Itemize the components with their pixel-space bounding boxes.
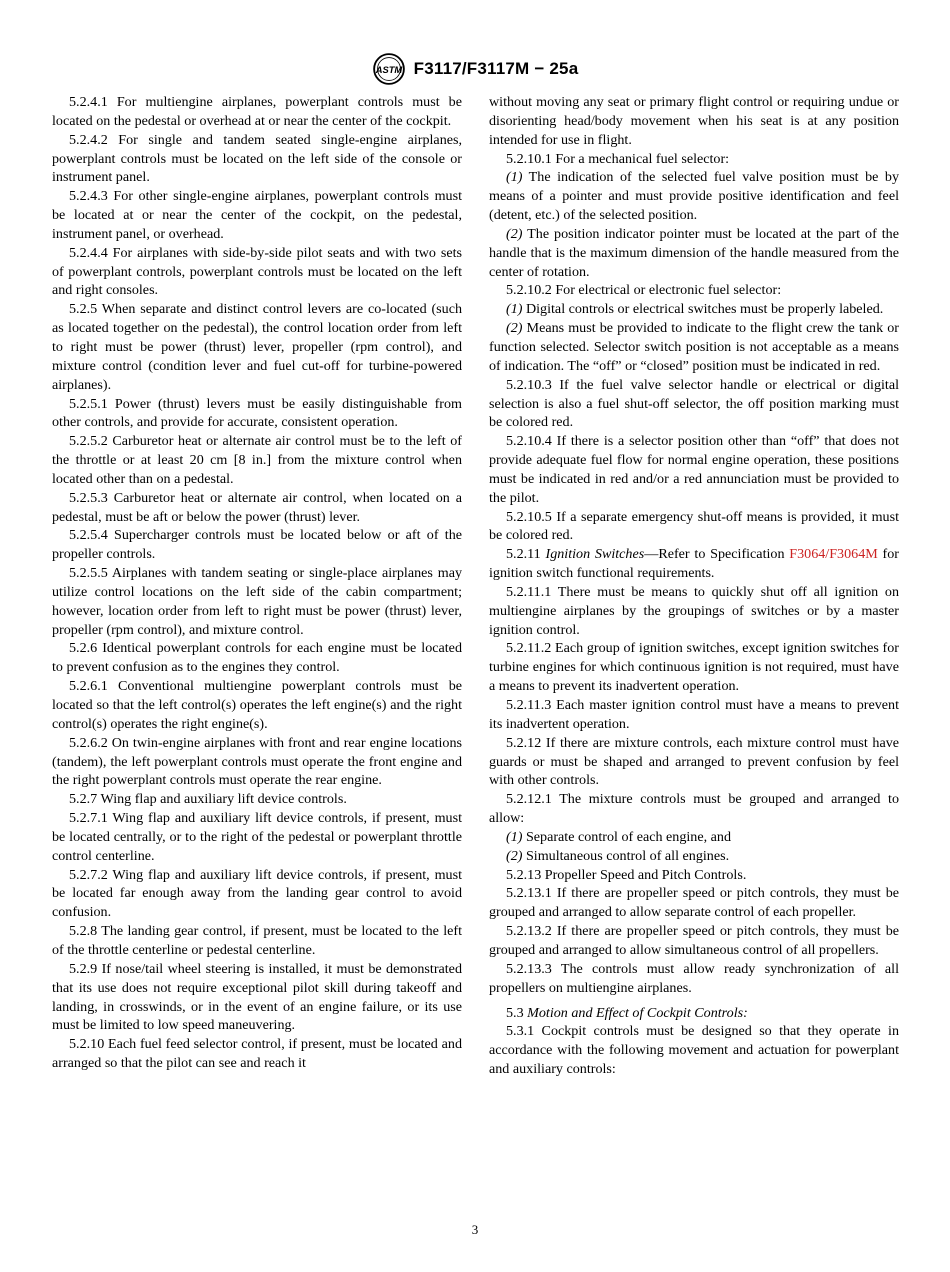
item-text: The position indicator pointer must be located at the part of the handle that is the maximum dimension of the handle measured from the center of rotation.: [489, 225, 899, 280]
item-text: Separate control of each engine, and: [522, 828, 732, 845]
paragraph: 5.2.4.2 For single and tandem seated single-engine airplanes, powerplant controls must be located on the left side of the console or instrument panel.: [52, 131, 462, 186]
paragraph: 5.3.1 Cockpit controls must be designed so that they operate in accordance with the following movement and actuation for powerplant and auxiliary controls:: [489, 1023, 899, 1078]
item-number: (1): [506, 169, 523, 186]
section-heading: [489, 1004, 899, 1023]
astm-logo-icon: [372, 52, 406, 86]
paragraph: 5.2.6.2 On twin-engine airplanes with front and rear engine locations (tandem), the left powerplant controls must operate the front engine and the right powerplant controls must operate the rear engine.: [52, 734, 462, 789]
section-text: —Refer to Specification: [644, 546, 790, 563]
paragraph: 5.2.5.5 Airplanes with tandem seating or single-place airplanes may utilize control locations on the left side of the cabin compartment; however, location order from left to right must be power (thrust) lever, propeller (rpm control), and mixture control.: [52, 565, 462, 638]
paragraph: 5.2.5.4 Supercharger controls must be located below or aft of the propeller controls.: [52, 527, 462, 563]
paragraph: 5.2.10 Each fuel feed selector control, if present, must be located and arranged so that the pilot can see and reach it: [52, 1036, 462, 1072]
paragraph: 5.2.13.3 The controls must allow ready synchronization of all propellers on multiengine airplanes.: [489, 960, 899, 996]
section-title: Motion and Effect of Cockpit Controls:: [527, 1004, 748, 1021]
list-item: [489, 225, 899, 282]
item-number: (1): [506, 828, 523, 845]
section-title: Ignition Switches: [545, 546, 645, 563]
page-header: [0, 52, 950, 86]
paragraph: 5.2.6 Identical powerplant controls for each engine must be located to prevent confusion as to the engines they control.: [52, 640, 462, 676]
item-number: (1): [506, 301, 523, 318]
paragraph: 5.2.10.1 For a mechanical fuel selector:: [506, 150, 730, 167]
list-item: [489, 319, 899, 376]
paragraph: 5.2.12 If there are mixture controls, each mixture control must have guards or must be shaped and arranged to prevent confusion by feel with other controls.: [489, 734, 899, 789]
item-text: The indication of the selected fuel valve position must be by means of a pointer and must provide positive identification and feel (detent, etc.) of the selected position.: [489, 169, 899, 224]
item-text: Means must be provided to indicate to the flight crew the tank or function selected. Selector switch position is not acceptable as a means of indication. The “off” or “closed” position must be indicated in red.: [489, 320, 899, 374]
paragraph: 5.2.10.3 If the fuel valve selector handle or electrical or digital selection is also a fuel shut-off selector, the off position marking must be colored red.: [489, 376, 899, 431]
paragraph: 5.2.5.2 Carburetor heat or alternate air control must be to the left of the throttle or at least 20 cm [8 in.] from the mixture control when located other than on a pedestal.: [52, 433, 462, 487]
paragraph: [489, 545, 899, 583]
paragraph: 5.2.11.1 There must be means to quickly shut off all ignition on multiengine airplanes by the groupings of switches or by a master ignition control.: [489, 583, 899, 638]
section-number: 5.2.11: [506, 546, 546, 563]
paragraph: 5.2.4.3 For other single-engine airplanes, powerplant controls must be located at or near the center of the cockpit, on the pedestal, instrument panel, or overhead.: [52, 188, 462, 242]
paragraph: 5.2.7.1 Wing flap and auxiliary lift device controls, if present, must be located centrally, or to the right of the pedestal or powerplant throttle control centerline.: [52, 810, 462, 864]
spec-link[interactable]: F3064/F3064M: [789, 546, 878, 563]
paragraph: without moving any seat or primary flight control or requiring undue or disorienting head/body movement when his seat is at any position intended for use in flight.: [489, 94, 899, 148]
paragraph: 5.2.13.1 If there are propeller speed or pitch controls, they must be grouped and arranged to allow separate control of each propeller.: [489, 885, 899, 921]
paragraph: 5.2.5.1 Power (thrust) levers must be easily distinguishable from other controls, and provide for accurate, consistent operation.: [52, 395, 462, 431]
item-number: (2): [506, 847, 523, 864]
paragraph: 5.2.10.5 If a separate emergency shut-off means is provided, it must be colored red.: [489, 508, 899, 544]
paragraph: 5.2.13 Propeller Speed and Pitch Controls.: [506, 866, 747, 883]
paragraph: 5.2.9 If nose/tail wheel steering is installed, it must be demonstrated that its use does not require exceptional pilot skill during takeoff and landing, in crosswinds, or in the event of an engine failure, or its use must be limited to low speed maneuvering.: [52, 960, 462, 1034]
paragraph: 5.2.11.2 Each group of ignition switches, except ignition switches for turbine engines for which continuous ignition is not required, must have a means to prevent its inadvertent operation.: [489, 640, 899, 695]
paragraph: 5.2.8 The landing gear control, if present, must be located to the left of the throttle centerline or pedestal centerline.: [52, 923, 462, 958]
list-item: [489, 847, 899, 866]
paragraph: 5.2.13.2 If there are propeller speed or pitch controls, they must be grouped and arranged to allow simultaneous control of all propellers.: [489, 923, 899, 958]
list-item: [489, 168, 899, 225]
list-item: [489, 300, 899, 319]
section-number: 5.3: [506, 1004, 528, 1021]
document-designation: F3117/F3117M − 25a: [413, 59, 579, 78]
list-item: [489, 828, 899, 847]
paragraph: 5.2.12.1 The mixture controls must be grouped and arranged to allow:: [489, 791, 899, 827]
section-text: for ignition switch functional requirements.: [489, 546, 899, 582]
paragraph: 5.2.4.1 For multiengine airplanes, powerplant controls must be located on the pedestal or overhead at or near the center of the cockpit.: [52, 94, 462, 129]
item-number: (2): [506, 320, 523, 337]
svg-text:ASTM: ASTM: [375, 64, 402, 75]
paragraph: 5.2.5.3 Carburetor heat or alternate air control, when located on a pedestal, must be aft or below the power (thrust) lever.: [52, 489, 462, 525]
page-number: 3: [471, 1222, 479, 1237]
paragraph: 5.2.10.4 If there is a selector position other than “off” that does not provide adequate fuel flow for normal engine operation, these positions must be indicated in red and/or a red annunciation must be provided to the pilot.: [489, 433, 899, 506]
paragraph: 5.2.7.2 Wing flap and auxiliary lift device controls, if present, must be located far enough away from the landing gear control to avoid confusion.: [52, 866, 462, 921]
paragraph: 5.2.7 Wing flap and auxiliary lift device controls.: [69, 791, 347, 808]
paragraph: 5.2.11.3 Each master ignition control must have a means to prevent its inadvertent operation.: [489, 697, 899, 732]
item-number: (2): [506, 225, 523, 242]
paragraph: 5.2.10.2 For electrical or electronic fuel selector:: [506, 282, 782, 299]
item-text: Digital controls or electrical switches must be properly labeled.: [522, 301, 884, 318]
paragraph: 5.2.6.1 Conventional multiengine powerplant controls must be located so that the left control(s) operates the left engine(s) and the right control(s) operates the right engine(s).: [52, 678, 462, 732]
left-column: [52, 93, 462, 1073]
item-text: Simultaneous control of all engines.: [522, 847, 730, 864]
paragraph: 5.2.4.4 For airplanes with side-by-side pilot seats and with two sets of powerplant controls, powerplant controls must be located on the left and right consoles.: [52, 244, 462, 299]
paragraph: 5.2.5 When separate and distinct control levers are co-located (such as located together on the pedestal), the control location order from left to right must be power (thrust) lever, propeller (rpm control), and mixture control (condition lever and fuel cut-off for turbine-powered airplanes).: [52, 301, 462, 393]
right-column: [489, 93, 899, 1079]
